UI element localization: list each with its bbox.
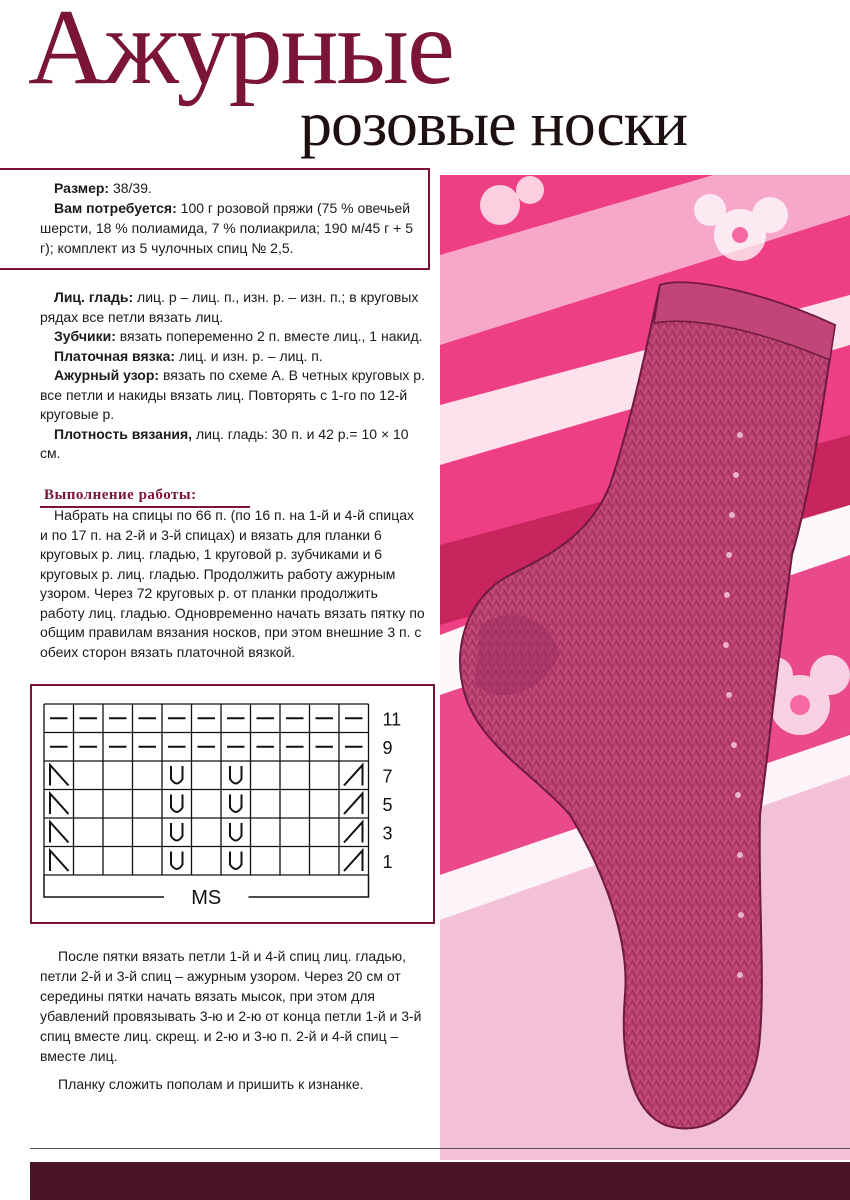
chart-row-number: 7 xyxy=(382,766,393,787)
pattern-text: вязать попеременно 2 п. вместе лиц., 1 накид. xyxy=(115,328,423,344)
pattern-garter xyxy=(40,347,425,367)
pattern-label: Зубчики: xyxy=(54,328,116,344)
pattern-label: Лиц. гладь: xyxy=(54,289,134,305)
pattern-text: лиц. р – лиц. п., изн. р. – изн. п.; в круговых рядах все петли вязать лиц. xyxy=(40,289,419,325)
size-label: Размер: xyxy=(54,180,110,196)
chart-frame xyxy=(30,684,435,924)
title-sub: розовые носки xyxy=(300,88,688,159)
pattern-text: лиц. и изн. р. – лиц. п. xyxy=(175,347,323,364)
work-text: Набрать на спицы по 66 п. (по 16 п. на 1-й и 4-й спицах и по 17 п. на 2-й и 3-й спицах) и вязать для планки 6 круговых р. лиц. гладью, 1 круговой р. зубчиками и 6 круговых р. лиц. гладью. Продолжить работу ажурным узором. Через 72 круговых р. от планки продолжить работу лиц. гладью. Одновременно начать вязать пятку по общим правилам вязания носков, при этом внешние 3 п. с обеих сторон вязать платочной вязкой. xyxy=(40,507,425,660)
chart-row-number: 3 xyxy=(382,823,393,844)
pattern-stockinette xyxy=(40,288,425,327)
pattern-text: лиц. гладь: 30 п. и 42 р.= 10 × 10 см. xyxy=(40,425,409,461)
sock-photo xyxy=(440,175,850,1160)
title-main: Ажурные xyxy=(28,0,453,107)
pattern-lace xyxy=(40,366,425,425)
needs-label: Вам потребуется: xyxy=(54,200,177,216)
pattern-label: Плотность вязания, xyxy=(54,425,193,442)
chart-row-number: 9 xyxy=(382,737,393,758)
patterns-section xyxy=(40,288,425,464)
work-heading: Выполнение работы: xyxy=(44,487,197,503)
pattern-label: Платочная вязка: xyxy=(54,347,176,364)
final-note: Планку сложить пополам и пришить к изнанке. xyxy=(58,1076,364,1092)
chart-row-number: 1 xyxy=(382,851,393,872)
size-line xyxy=(40,178,425,198)
chart-row-number: 5 xyxy=(382,794,393,815)
needs-value: 100 г розовой пряжи (75 % овечьей шерсти, 18 % полиамида, 7 % полиакрила; 190 м/45 г + 5 г); комплект из 5 чулочных спиц № 2,5. xyxy=(40,200,414,256)
footer-bar xyxy=(30,1162,850,1200)
chart-row-number: 11 xyxy=(382,709,402,730)
pattern-text: вязать по схеме А. В четных круговых р. все петли и накиды вязать лиц. Повторять с 1-го по 12-й круговые р. xyxy=(40,367,425,422)
pattern-label: Ажурный узор: xyxy=(54,367,160,383)
needs-line xyxy=(40,198,425,258)
repeat-label: MS xyxy=(191,887,222,909)
size-value: 38/39. xyxy=(109,180,152,196)
footer-rule xyxy=(30,1148,850,1149)
after-heel-text: После пятки вязать петли 1-й и 4-й спиц лиц. гладью, петли 2-й и 3-й спиц – ажурным узором. Через 20 см от середины пятки начать вязать мысок, при этом для убавлений провязывать 3-ю и 2-ю от конца петли 1-й и 3-й спиц вместе лиц. скрещ. и 2-ю и 3-ю п. 2-й и 4-й спиц – вместе лиц. xyxy=(40,948,422,1064)
pattern-picot xyxy=(40,327,425,347)
sock-illustration xyxy=(440,175,850,1160)
materials-section xyxy=(40,178,425,258)
pattern-gauge xyxy=(40,425,425,464)
